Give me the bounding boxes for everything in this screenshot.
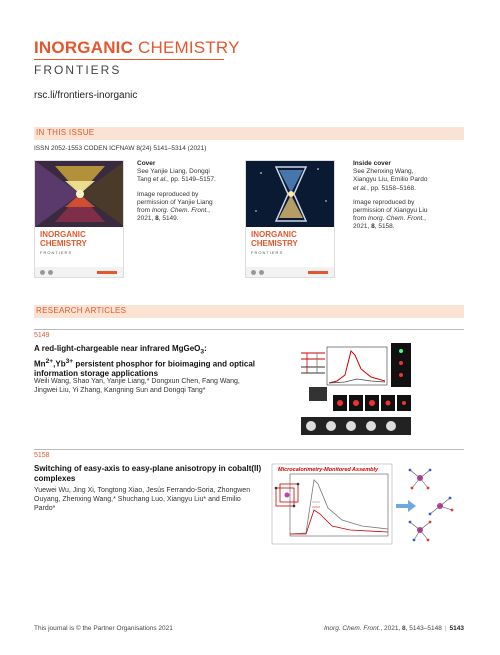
article-page-number: 5149 xyxy=(34,332,50,339)
footer-year: , 2021, xyxy=(380,625,403,632)
cover-title-line2-right: CHEMISTRY xyxy=(251,239,298,248)
cover-see-line xyxy=(137,168,217,184)
footer-citation xyxy=(324,625,464,632)
article-authors: Weili Wang, Shao Yan, Yanjie Liang,* Dongxun Chen, Fang Wang, Jingwei Liu, Yi Zhang, Kangning Sun and Dongqi Tang* xyxy=(34,378,240,394)
cover-pages: , pp. 5149–5157. xyxy=(167,176,216,184)
article-divider xyxy=(34,329,464,330)
publisher-logo-icon xyxy=(251,270,256,275)
cover-year: , 2021, xyxy=(353,215,426,231)
cover-title-line1-right: INORGANIC xyxy=(251,230,297,239)
journal-title xyxy=(34,38,240,58)
cover-pages: , pp. 5158–5168. xyxy=(367,184,416,192)
cover-description-right xyxy=(353,160,433,232)
journal-subtitle: FRONTIERS xyxy=(34,63,122,77)
cover-journal-abbr: Inorg. Chem. Front. xyxy=(367,215,425,223)
footer-volume: 8 xyxy=(402,625,406,632)
publisher-logo-icon xyxy=(40,270,45,275)
in-this-issue-bar xyxy=(34,127,464,140)
cover-heading: Inside cover xyxy=(353,160,391,167)
cover-see-line xyxy=(353,168,433,193)
footer-page-number: 5143 xyxy=(449,625,464,632)
article-graphical-abstract-2[interactable] xyxy=(270,460,464,548)
article-title-subscript: 3 xyxy=(200,348,205,356)
article-title-link[interactable] xyxy=(34,344,264,379)
footer-journal: Inorg. Chem. Front. xyxy=(324,625,381,632)
cover-journal-abbr: Inorg. Chem. Front. xyxy=(151,207,209,215)
cover-volume: 8 xyxy=(155,215,159,223)
publisher-brand-mark xyxy=(97,271,117,274)
in-this-issue-label: IN THIS ISSUE xyxy=(36,128,95,137)
article-authors: Yuewei Wu, Jing Xi, Tongtong Xiao, Jesús Ferrando-Soria, Zhongwen Ouyang, Zhenxing Wang,* Shuchang Luo, Xiangyu Liu* and Emilio Pardo* xyxy=(34,487,251,512)
cover-title-line1-left: INORGANIC xyxy=(40,230,86,239)
cover-et-al: et al. xyxy=(353,184,368,192)
journal-title-bold: INORGANIC xyxy=(34,38,134,57)
cover-subtitle-left: FRONTIERS xyxy=(40,250,73,255)
article-title-link[interactable]: Switching of easy-axis to easy-plane anisotropy in cobalt(II) complexes xyxy=(34,464,262,483)
footer-pages: , 5143–5148 xyxy=(405,625,442,632)
issn-line: ISSN 2052-1553 CODEN ICFNAW 8(24) 5141–5314 (2021) xyxy=(34,145,207,152)
footer-separator: | xyxy=(444,625,447,632)
cover-credit xyxy=(137,191,217,224)
cover-description-left xyxy=(137,160,217,223)
cover-art-graphic-right xyxy=(246,161,335,227)
cover-page: , 5149. xyxy=(158,215,179,223)
article-title-part: ,Yb xyxy=(53,359,66,369)
cover-art-graphic-left xyxy=(35,161,124,227)
cover-credit-text: Image reproduced by permission of Xiangyu Liu from xyxy=(353,198,428,223)
cover-volume: 8 xyxy=(371,223,375,231)
cover-page: , 5158. xyxy=(374,223,395,231)
cover-subtitle-right: FRONTIERS xyxy=(251,250,284,255)
article-title-part: persistent phosphor for bioimaging and optical information storage applications xyxy=(34,359,255,379)
article-title-part: A red-light-chargeable near infrared MgGeO xyxy=(34,344,201,353)
article-title-superscript: 2+ xyxy=(45,358,54,366)
figure-title: Microcalorimetry-Monitored Assembly xyxy=(278,467,379,473)
publisher-brand-mark xyxy=(308,271,328,274)
research-articles-bar xyxy=(34,305,464,318)
cover-image-right[interactable] xyxy=(245,160,335,278)
publisher-logo-icon xyxy=(48,270,53,275)
cover-image-left[interactable] xyxy=(34,160,124,278)
journal-url-link[interactable]: rsc.li/frontiers-inorganic xyxy=(34,90,138,101)
article-title-part: Mn xyxy=(34,359,46,369)
cover-credit xyxy=(353,199,433,232)
article-graphical-abstract-1[interactable] xyxy=(297,339,415,439)
cover-et-al: et al. xyxy=(152,176,168,184)
cover-credit-text: Image reproduced by permission of Yanjie Liang from xyxy=(137,190,213,215)
cover-year: , 2021, xyxy=(137,207,210,223)
article-title-part: : xyxy=(204,344,207,353)
publisher-logo-icon xyxy=(259,270,264,275)
cover-heading: Cover xyxy=(137,160,156,167)
article-page-number: 5158 xyxy=(34,452,50,459)
footer-copyright: This journal is © the Partner Organisations 2021 xyxy=(34,625,173,632)
research-articles-label: RESEARCH ARTICLES xyxy=(36,306,127,315)
journal-title-light: CHEMISTRY xyxy=(133,38,240,57)
title-rule xyxy=(34,59,224,60)
cover-see-authors: See Yanjie Liang, Dongqi Tang xyxy=(137,168,210,184)
cover-title-line2-left: CHEMISTRY xyxy=(40,239,87,248)
article-title-superscript: 3+ xyxy=(65,358,74,366)
cover-see-authors: See Zhenxing Wang, Xiangyu Liu, Emilio Pardo xyxy=(353,168,428,184)
article-divider xyxy=(34,449,464,450)
